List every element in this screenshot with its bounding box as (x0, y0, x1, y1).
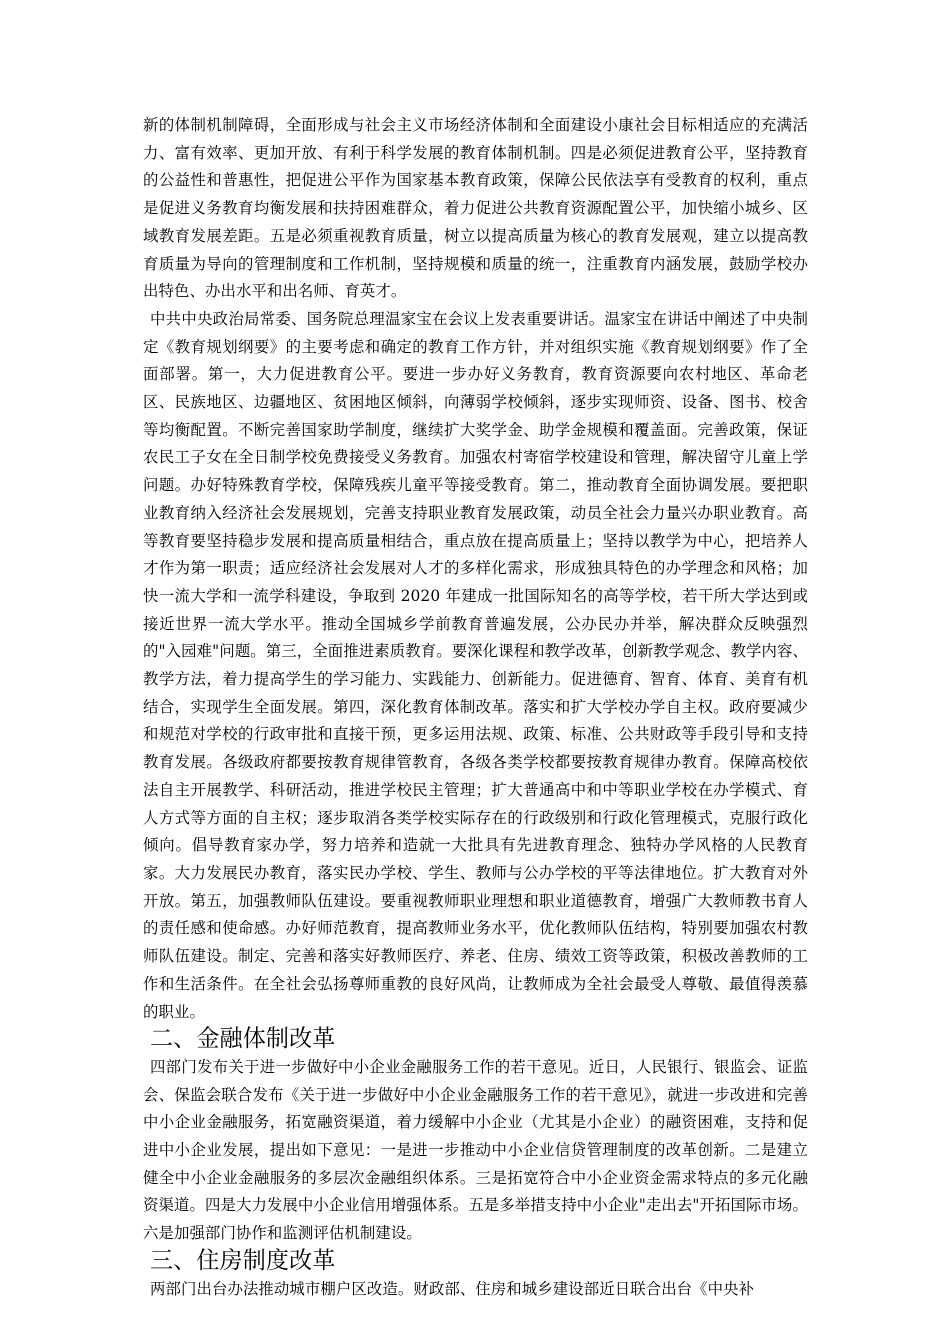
section-heading-finance-reform: 二、金融体制改革 (150, 1026, 336, 1053)
document-page (143, 112, 808, 1303)
section-heading-housing-reform: 三、住房制度改革 (150, 1247, 336, 1274)
paragraph-education-principles: 新的体制机制障碍，全面形成与社会主义市场经济体制和全面建设小康社会目标相适应的充满活力、富有效率、更加开放、有利于科学发展的教育体制机制。四是必须促进教育公平，坚持教育的公益性和普惠性，把促进公平作为国家基本教育政策，保障公民依法享有受教育的权利，重点是促进义务教育均衡发展和扶持困难群众，着力促进公共教育资源配置公平，加快缩小城乡、区域教育发展差距。五是必须重视教育质量，树立以提高质量为核心的教育发展观，建立以提高教育质量为导向的管理制度和工作机制，坚持规模和质量的统一，注重教育内涵发展，鼓励学校办出特色、办出水平和出名师、育英才。 (143, 116, 808, 301)
paragraph-sme-finance: 四部门发布关于进一步做好中小企业金融服务工作的若干意见。近日，人民银行、银监会、证监会、保监会联合发布《关于进一步做好中小企业金融服务工作的若干意见》，就进一步改进和完善中小企业金融服务，拓宽融资渠道，着力缓解中小企业（尤其是小企业）的融资困难，支持和促进中小企业发展，提出如下意见：一是进一步推动中小企业信贷管理制度的改革创新。二是建立健全中小企业金融服务的多层次金融组织体系。三是拓宽符合中小企业资金需求特点的多元化融资渠道。四是大力发展中小企业信用增强体系。五是多举措支持中小企业"走出去"开拓国际市场。六是加强部门协作和监测评估机制建设。 (143, 1057, 808, 1243)
paragraph-wen-jiabao-speech: 中共中央政治局常委、国务院总理温家宝在会议上发表重要讲话。温家宝在讲话中阐述了中央制定《教育规划纲要》的主要考虑和确定的教育工作方针，并对组织实施《教育规划纲要》作了全面部署。第一，大力促进教育公平。要进一步办好义务教育，教育资源要向农村地区、革命老区、民族地区、边疆地区、贫困地区倾斜，向薄弱学校倾斜，逐步实现师资、设备、图书、校舍等均衡配置。不断完善国家助学制度，继续扩大奖学金、助学金规模和覆盖面。完善政策，保证农民工子女在全日制学校免费接受义务教育。加强农村寄宿学校建设和管理，解决留守儿童上学问题。办好特殊教育学校，保障残疾儿童平等接受教育。第二，推动教育全面协调发展。要把职业教育纳入经济社会发展规划，完善支持职业教育发展政策，动员全社会力量兴办职业教育。高等教育要坚持稳步发展和提高质量相结合，重点放在提高质量上；坚持以教学为中心，把培养人才作为第一职责；适应经济社会发展对人才的多样化需求，形成独具特色的办学理念和风格；加快一流大学和一流学科建设，争取到 2020 年建成一批国际知名的高等学校，若干所大学达到或接近世界一流大学水平。推动全国城乡学前教育普遍发展，公办民办并举，解决群众反映强烈的"入园难"问题。第三，全面推进素质教育。要深化课程和教学改革，创新教学观念、教学内容、教学方法，着力提高学生的学习能力、实践能力、创新能力。促进德育、智育、体育、美育有机结合，实现学生全面发展。第四，深化教育体制改革。落实和扩大学校办学自主权。政府要减少和规范对学校的行政审批和直接干预，更多运用法规、政策、标准、公共财政等手段引导和支持教育发展。各级政府都要按教育规律管教育，各级各类学校都要按教育规律办教育。保障高校依法自主开展教学、科研活动，推进学校民主管理；扩大普通高中和中等职业学校在办学模式、育人方式等方面的自主权；逐步取消各类学校实际存在的行政级别和行政化管理模式，克服行政化倾向。倡导教育家办学，努力培养和造就一大批具有先进教育理念、独特办学风格的人民教育家。大力发展民办教育，落实民办学校、学生、教师与公办学校的平等法律地位。扩大教育对外开放。第五，加强教师队伍建设。要重视教师职业理想和职业道德教育，增强广大教师教书育人的责任感和使命感。办好师范教育，提高教师业务水平，优化教师队伍结构，特别要加强农村教师队伍建设。制定、完善和落实好教师医疗、养老、住房、绩效工资等政策，积极改善教师的工作和生活条件。在全社会弘扬尊师重教的良好风尚，让教师成为全社会最受人尊敬、最值得羡慕的职业。 (143, 309, 808, 1021)
paragraph-shantytown-renovation: 两部门出台办法推动城市棚户区改造。财政部、住房和城乡建设部近日联合出台《中央补 (150, 1279, 755, 1298)
